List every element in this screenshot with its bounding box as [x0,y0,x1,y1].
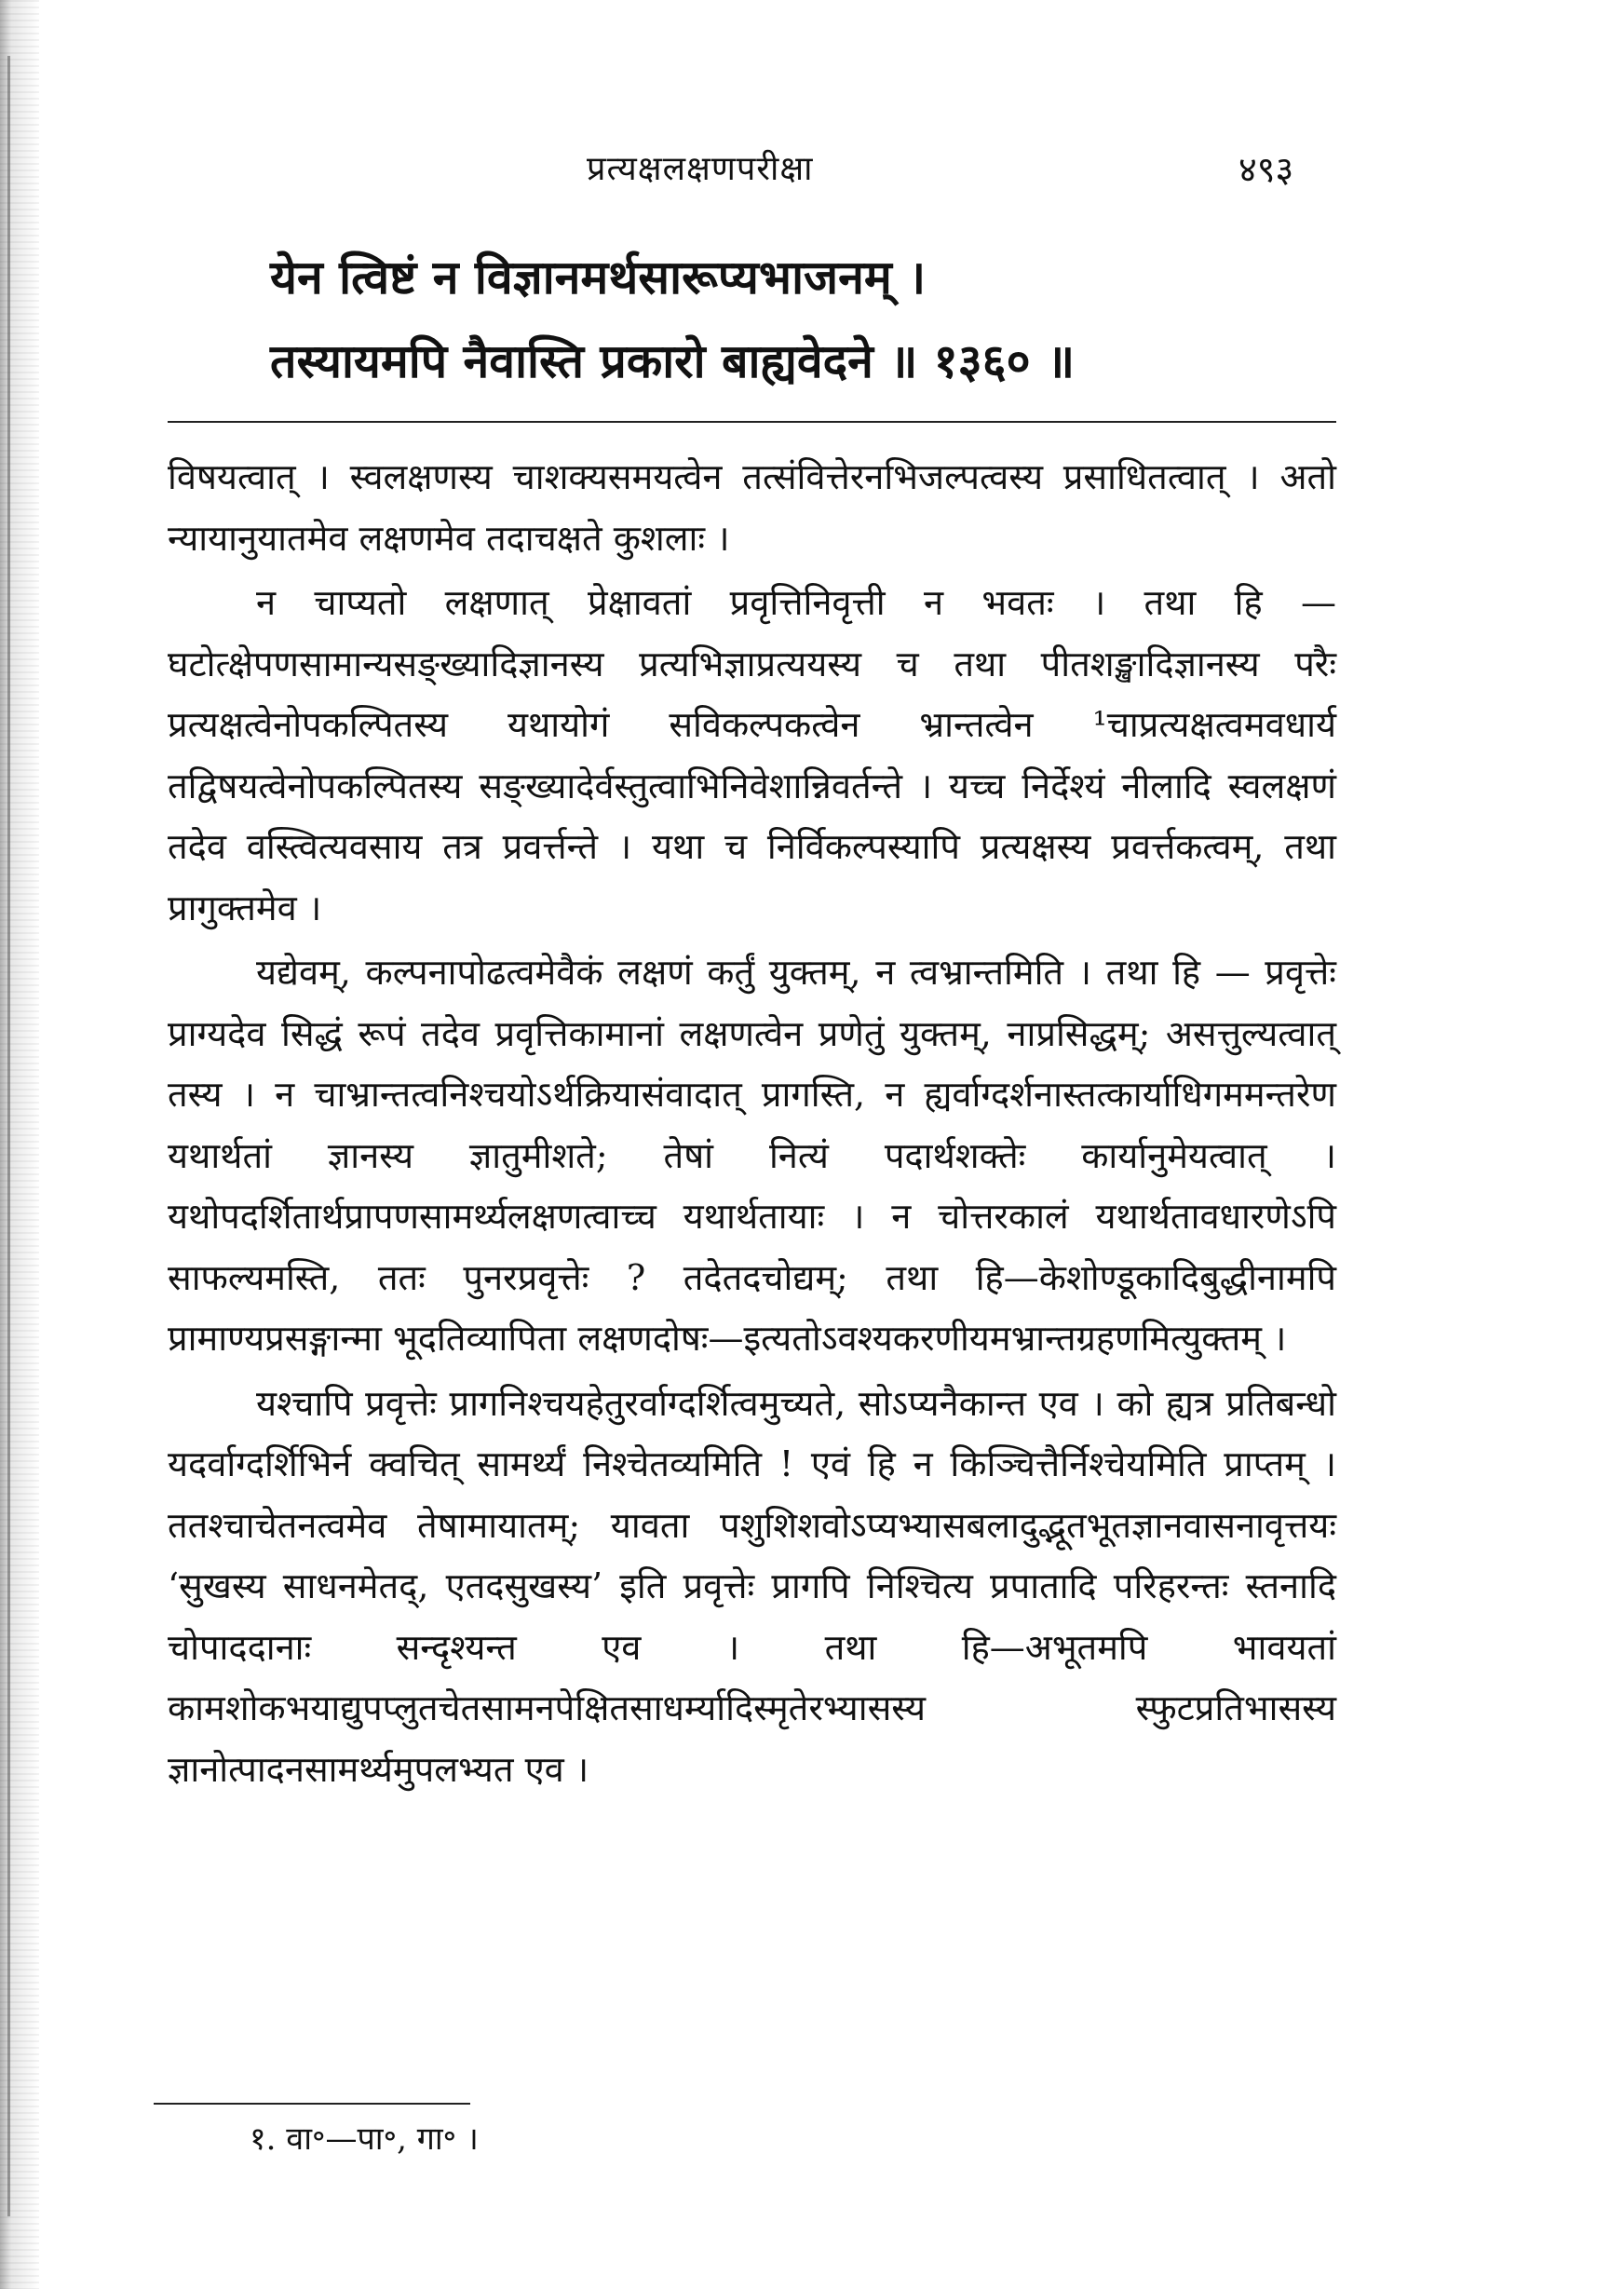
verse-divider [168,421,1336,423]
commentary-paragraph-2: न चाप्यतो लक्षणात् प्रेक्षावतां प्रवृत्तिनिवृत्ती न भवतः । तथा हि — घटोत्क्षेपणसामान्यसङ्ख्यादिज्ञानस्य प्रत्यभिज्ञाप्रत्ययस्य च तथा पीतशङ्खादिज्ञानस्य परैः प्रत्यक्षत्वेनोपकल्पितस्य यथायोगं सविकल्पकत्वेन भ्रान्तत्वेन ¹चाप्रत्यक्षत्वमवधार्य तद्विषयत्वेनोपकल्पितस्य सङ्ख्यादेर्वस्तुत्वाभिनिवेशान्निवर्तन्ते । यच्च निर्देश्यं नीलादि स्वलक्षणं तदेव वस्त्वित्यवसाय तत्र प्रवर्त्तन्ते । यथा च निर्विकल्पस्यापि प्रत्यक्षस्य प्रवर्त्तकत्वम्, तथा प्रागुक्तमेव । [168,582,1336,928]
footnote-divider [154,2103,470,2105]
commentary-paragraph-1: विषयत्वात् । स्वलक्षणस्य चाशक्यसमयत्वेन तत्संवित्तेरनभिजल्पत्वस्य प्रसाधितत्वात् । अतो न्यायानुयातमेव लक्षणमेव तदाचक्षते कुशलाः । [168,456,1336,559]
binding-edge [0,0,39,2289]
binding-line [7,56,10,2216]
footnote: १. वा॰—पा॰, गा॰ । [250,2120,479,2158]
running-title: प्रत्यक्षलक्षणपरीक्षा [587,150,814,188]
verse-line-1: येन त्विष्टं न विज्ञानमर्थसारूप्यभाजनम् । [270,250,927,305]
verse-line-2: तस्यायमपि नैवास्ति प्रकारो बाह्यवेदने ॥ १३६० ॥ [270,333,1076,388]
commentary-paragraph-4: यश्चापि प्रवृत्तेः प्रागनिश्चयहेतुरर्वाग्दर्शित्वमुच्यते, सोऽप्यनैकान्त एव । को ह्यत्र प्रतिबन्धो यदर्वाग्दर्शिभिर्न क्वचित् सामर्थ्यं निश्चेतव्यमिति ! एवं हि न किञ्चित्तैर्निश्चेयमिति प्राप्तम् । ततश्चाचेतनत्वमेव तेषामायातम्; यावता पशुशिशवोऽप्यभ्यासबलादुद्भूतभूतज्ञानवासनावृत्तयः ‘सुखस्य साधनमेतद्, एतदसुखस्य’ इति प्रवृत्तेः प्रागपि निश्चित्य प्रपातादि परिहरन्तः स्तनादि चोपाददानाः सन्दृश्यन्त एव । तथा हि—अभूतमपि भावयतां कामशोकभयाद्युपप्लुतचेतसामनपेक्षितसाधर्म्यादिस्मृतेरभ्यासस्य स्फुटप्रतिभासस्य ज्ञानोत्पादनसामर्थ्यमुपलभ्यत एव । [168,1382,1336,1790]
commentary-body [168,447,1336,1800]
page-number: ४९३ [1238,149,1294,190]
commentary-paragraph-3: यद्येवम्, कल्पनापोढत्वमेवैकं लक्षणं कर्तुं युक्तम्, न त्वभ्रान्तमिति । तथा हि — प्रवृत्तेः प्राग्यदेव सिद्धं रूपं तदेव प्रवृत्तिकामानां लक्षणत्वेन प्रणेतुं युक्तम्, नाप्रसिद्धम्; असत्तुल्यत्वात् तस्य । न चाभ्रान्तत्वनिश्चयोऽर्थक्रियासंवादात् प्रागस्ति, न ह्यर्वाग्दर्शनास्तत्कार्याधिगममन्तरेण यथार्थतां ज्ञानस्य ज्ञातुमीशते; तेषां नित्यं पदार्थशक्तेः कार्यानुमेयत्वात् । यथोपदर्शितार्थप्रापणसामर्थ्यलक्षणत्वाच्च यथार्थतायाः । न चोत्तरकालं यथार्थतावधारणेऽपि साफल्यमस्ति, ततः पुनरप्रवृत्तेः ? तदेतदचोद्यम्; तथा हि—केशोण्डूकादिबुद्धीनामपि प्रामाण्यप्रसङ्गान्मा भूदतिव्यापिता लक्षणदोषः—इत्यतोऽवश्यकरणीयमभ्रान्तग्रहणमित्युक्तम् । [168,952,1336,1359]
